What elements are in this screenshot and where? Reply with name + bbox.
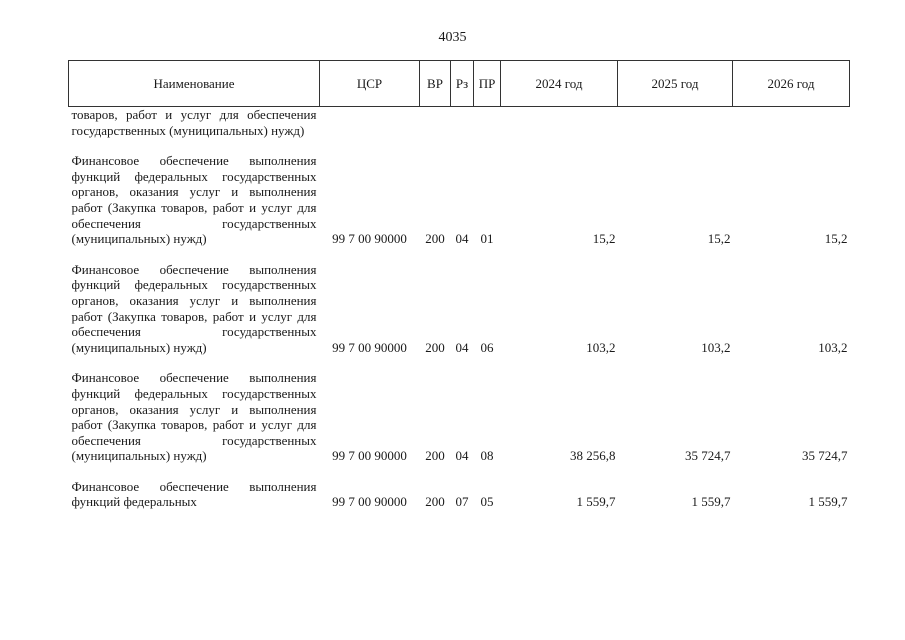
row-name: Финансовое обеспечение выполнения функций федеральных государственных органов, оказания услуг и выполнения работ (Закупка товаров, работ и услуг для обеспечения государственных (муниципальных) нужд) (71, 370, 317, 464)
row-pr (474, 107, 501, 141)
table-row (69, 140, 850, 249)
row-2024: 38 256,8 (570, 448, 616, 464)
row-name: Финансовое обеспечение выполнения функций федеральных государственных органов, оказания услуг и выполнения работ (Закупка товаров, работ и услуг для обеспечения государственных (муниципальных) нужд) (71, 153, 317, 247)
row-pr: 08 (480, 448, 494, 464)
table-row (69, 466, 850, 512)
row-2024: 15,2 (592, 231, 616, 247)
row-2026 (733, 107, 850, 141)
row-rz: 04 (455, 231, 469, 247)
row-csr: 99 7 00 90000 (332, 231, 407, 247)
row-2025: 1 559,7 (691, 494, 731, 510)
row-name: товаров, работ и услуг для обеспечения государственных (муниципальных) нужд) (71, 107, 317, 138)
row-pr: 01 (480, 231, 494, 247)
row-2025: 35 724,7 (685, 448, 731, 464)
header-pr: ПР (474, 61, 501, 107)
row-2024: 103,2 (586, 339, 616, 355)
row-csr: 99 7 00 90000 (332, 448, 407, 464)
row-2024: 1 559,7 (576, 494, 616, 510)
table-header (69, 61, 850, 107)
row-name: Финансовое обеспечение выполнения функций федеральных (71, 478, 317, 510)
row-pr: 06 (480, 339, 494, 355)
budget-table (68, 60, 850, 512)
row-csr (320, 107, 420, 141)
row-2026: 15,2 (824, 231, 848, 247)
table-row (69, 249, 850, 358)
header-2024: 2024 год (501, 61, 618, 107)
table-body (69, 107, 850, 513)
header-2026: 2026 год (733, 61, 850, 107)
row-vr: 200 (425, 494, 445, 510)
row-vr (420, 107, 451, 141)
row-vr: 200 (425, 231, 445, 247)
row-2026: 35 724,7 (802, 448, 848, 464)
row-vr: 200 (425, 339, 445, 355)
header-vr: ВР (420, 61, 451, 107)
header-2025: 2025 год (618, 61, 733, 107)
page-number: 4035 (438, 30, 467, 45)
row-2025 (618, 107, 733, 141)
row-name: Финансовое обеспечение выполнения функций федеральных государственных органов, оказания услуг и выполнения работ (Закупка товаров, работ и услуг для обеспечения государственных (муниципальных) нужд) (71, 261, 317, 355)
row-rz: 04 (455, 339, 469, 355)
header-rz: Рз (451, 61, 474, 107)
row-2025: 103,2 (701, 339, 731, 355)
table-row (69, 357, 850, 466)
row-vr: 200 (425, 448, 445, 464)
row-csr: 99 7 00 90000 (332, 339, 407, 355)
row-rz: 04 (455, 448, 469, 464)
row-2026: 103,2 (818, 339, 848, 355)
header-csr: ЦСР (320, 61, 420, 107)
row-2024 (501, 107, 618, 141)
table-row (69, 107, 850, 141)
row-rz (451, 107, 474, 141)
row-rz: 07 (455, 494, 469, 510)
row-2025: 15,2 (707, 231, 731, 247)
row-csr: 99 7 00 90000 (332, 494, 407, 510)
header-name: Наименование (69, 61, 320, 107)
row-2026: 1 559,7 (808, 494, 848, 510)
row-pr: 05 (480, 494, 494, 510)
